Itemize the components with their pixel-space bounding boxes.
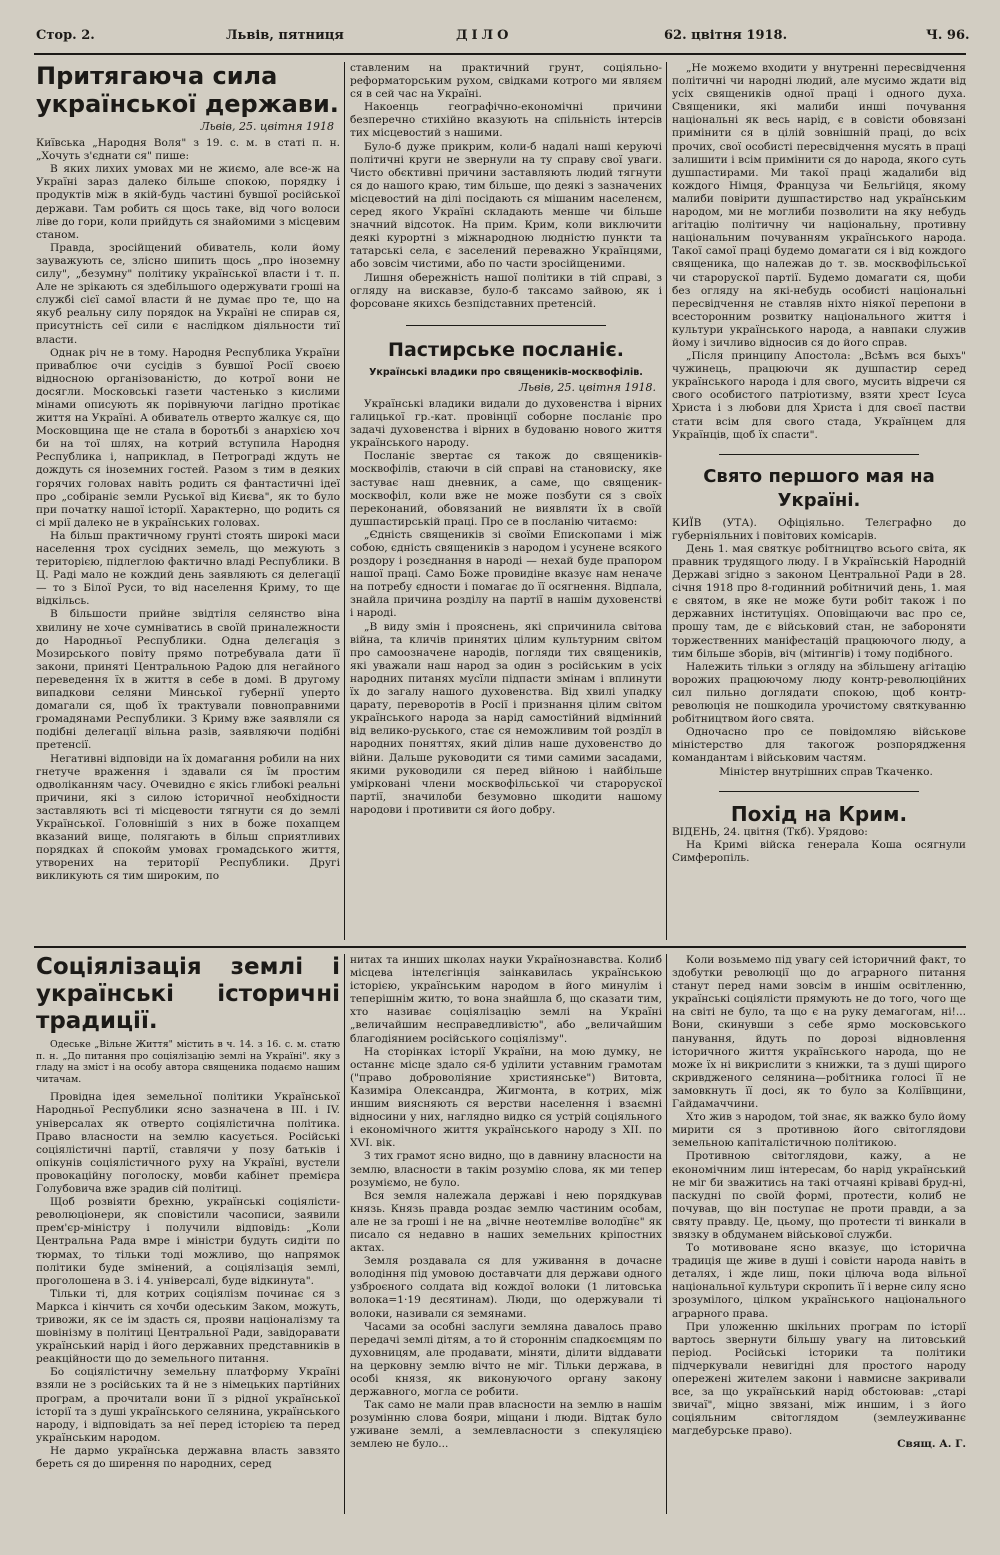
paragraph: То мотивоване ясно вказує, що історична традиція ще живе в душі і совісти народа навіть в деталях, і жде лиш, поки цілюча вода вільної національної культури скропить її і верне силу ясно зрозумілого, цілком українського національного аграрного права. (672, 1242, 966, 1320)
column-2-upper (350, 62, 662, 942)
paragraph: Однак річ не в тому. Народня Республика України приваблює очи сусідів з бувшої Росії своєю відносною організованістю, до котрої вони не досягли. Московські газети частенько з кислими мінами описують як порівнуючи лагідно протікає життя на Україні. А обиватель отверто жалкує ся, що Московщина ще не стала в боротьбі з анархією хоч би на тої шлях, на котрий вступила Народня Республика і, наприклад, в Петрограді ждуть не дождуть ся іноземних гостей. Разом з тим в деяких горячих головах навіть родить ся фантастичні ідеї про „собіраніє земли Руської від Києва", як то було при початку нашої історії. Характерно, що родить ся сі мрії далеко не в українських головах. (36, 346, 340, 529)
paragraph: Часами за особні заслуги земляна давалось право передачі землі дітям, а то й стороннім спадкоємцям по духовницям, але продавати, міняти, ділити віддавати на церковну землю вічто не міг. Тільки держава, в особі князя, як виконуючого органу закону державного, могла се робити. (350, 1320, 662, 1399)
masthead-issue: Ч. 96. (926, 28, 970, 43)
paragraph: „Єдність священиків зі своїми Епископами і між собою, єдність священиків з народом і усунене всякого роздору і розєднання в народі — нехай буде прапором нашої праці. Само Боже провидіне вказує нам неначе на потребу єдности і помагає до її осягнення. Відпала, знайла причина розділу на партії в нашім духовенстві і народі. (350, 528, 662, 620)
paragraph: Коли возьмемо під увагу сей історичний факт, то здобутки революції що до аграрного питання станут перед нами зовсім в иншім освітленню, українські соціялісти прямують не до того, чого ще на світі не було, та що є на руку демагогам, ні!... Вони, скинувши з себе ярмо московського панування, йдуть по дорозі відновлення історичного життя українського народа, що не може їх ні викрислити з книжки, та з душі щирого скривдженого селянина—робітника голосі її не замовкнуть її досі, як то було за Коліївщини, Гайдамаччини. (672, 954, 966, 1111)
paragraph: нитах та инших школах науки Українознавства. Колиб місцева інтелєгінція заінкавилась українською історією, українським народом в його минулім і теперішнім житю, то вона знайшла б, що сказати тим, хто називає соціялізацію землі на Україні „величайшим несправедливістю", або „величайшим благодіянием російського соціялізму". (350, 954, 662, 1045)
article-title: Притягаюча сила української держави. (36, 62, 339, 118)
paragraph: Належить тільки з огляду на збільшену агітацію ворожих працюючому люду контр-революційних сил пильно доглядати спокою, щоб контр-революція не пошкодила урочистому святкуванню робітництвом його свята. (672, 660, 966, 726)
article-title: Пастирське посланіє. (388, 338, 624, 361)
paragraph: Противною світоглядови, кажу, а не економічним лиш інтересам, бо нарід український не міг би зважитись на такі отчаяні кріваві бруд-ні, паскудні по своїй формі, протести, колиб не почував, що він поступає не проти правди, а за святу правду. Це, цьому, що протести ті винкали в звязку в обдуманем військової служби. (672, 1150, 966, 1241)
column-rule (344, 62, 345, 940)
paragraph: Українські владики видали до духовенства і вірних галицької гр.-кат. провінції соборне посланіє про задачі духовенства і вірних в будованю нового життя українського народу. (350, 397, 662, 450)
masthead-date: 62. цвітня 1918. (664, 28, 788, 43)
paragraph: ВІДЕНЬ, 24. цвітня (Ткб). Урядово: (672, 825, 868, 838)
paragraph: Негативні відповіди на їх домагання робили на них гнетуче враження і здавали ся їм простим одволіканням часу. Очевидно є якісь глибокі реальні причини, які з силою історичної необхідности заставляють всі ті місцевости тягнути ся до землі Української. Головнішій з них в боже похапцем вказаний вище, полягають в більш сприятливих порядках й спокойм умовах громадського життя, утворених на території Республики. Другі викликують ся тим широким, по (36, 752, 340, 883)
paragraph: З тих грамот ясно видно, що в давнину власности на землю, власности в такім розумію слова, як ми тепер розуміємо, не було. (350, 1150, 662, 1189)
paragraph: Тільки ті, для котрих соціялізм починає ся з Маркса і кінчить ся хочби одеським Заком, можуть, тривожи, як се ім здасть ся, прояви націоналізму та шовінізму в політиці Центральної Ради, завідоравати український нарід і його державних представників в реакційности що до земельного питання. (36, 1287, 340, 1366)
paragraph: Щоб розвіяти брехню, українські соціялісти-революціонери, як сповістили часописи, заявили прем'єр-міністру і получили відповідь: „Коли Центральна Рада вмре і міністри будуть сидіти по тюрмах, то тільки тоді можливо, що напрямок політики буде змінений, а соціялізація землі, проголошена в 3. і 4. універсалі, буде відкинута". (36, 1196, 340, 1287)
paragraph: В яких лихих умовах ми не жиємо, але все-ж на Україні зараз далеко більше спокою, порядку і продуктів між в якій-будь частині бувшої російської держави. Там робить ся щось таке, від чого волоси ліве до гори, коли прийдуть ся знайомими з місцевим станом. (36, 163, 340, 241)
column-2-lower (350, 954, 662, 1514)
paragraph: Вся земля належала державі і нею порядкував князь. Князь правда роздає землю частиним особам, але не за гроші і не на „вічне неотемліве володїнє" як писало ся недавно в наших земельних кріпостних актах. (350, 1189, 662, 1255)
column-1-upper (36, 62, 340, 942)
section-rule (719, 454, 919, 455)
masthead-paper-name: ДІЛО (456, 28, 513, 43)
section-rule (719, 791, 919, 792)
paragraph: На Кримі війска генерала Коша осягнули Симферопіль. (672, 838, 966, 864)
paragraph: Хто жив з народом, той знає, як важко було йому мирити ся з противною його світоглядови земельною капіталістичною політикою. (672, 1111, 966, 1150)
column-rule (666, 954, 667, 1514)
paragraph: День 1. мая святкує робітництво всього світа, як правник трудящого люду. І в Українській Народній Державі згідно з законом Центральної Ради в 28. січня 1918 про 8-годинний робітничий день, 1. мая є святом, в яке не може бути робіт також і по державних інституціях. Оповіщаючи вас про се, прошу там, де є військовий стан, не забороняти торжественних маніфестацій працюючого люду, а тим більше зборів, віч (мітингів) і тому подібного. (672, 542, 966, 660)
column-1-lower (36, 954, 340, 1514)
column-rule (666, 62, 667, 940)
paragraph: Київська „Народня Воля" з 19. с. м. в статі п. н. „Хочуть з'єднати ся" пише: (36, 137, 340, 163)
paragraph: Земля роздавала ся для уживання в дочасне володіння під умовою доставчати для держави одного узброєного солдата від кождої волоки (1 литовська волока=1·19 десятинам). Люди, що одержували ті волоки, називали ся земянами. (350, 1255, 662, 1320)
signature: Міністер внутрішних справ Ткаченко. (719, 765, 933, 778)
paragraph: КИЇВ (УТА). Офіціяльно. Телєграфно до губерніяльних і повітових комісарів. (672, 516, 966, 542)
paragraph: На більш практичному грунті стоять широкі маси населення трох сусідних земель, що межують з територією, підлеглою фактично владі Республики. В Ц. Раді мало не кождий день заявляють ся делегації — то з Білої Руси, то від населення Криму, то ще відкільсь. (36, 529, 340, 608)
article-subtitle: Українські владики про священиків-москвофілів. (369, 366, 643, 378)
paragraph: В більшости прийне звідтіля селянство віна хвилину не хоче сумніватись в своїй приналежности до Народньої Республики. Одна делєгація з Мозирського повіту прямо потребувала дати її закони, приняті Центральною Радою для негайного переведення їх в життя в себе в домі. В другому випадкови селяни Минської губернії уперто домагали ся, щоб їх трактували повноправними громадянами Республики. З Криму вже заявляли ся подібні делегації вільна разів, заявляючи подібні претенсії. (36, 608, 340, 752)
paragraph: Не дармо українська державна власть завзято береть ся до ширення по народних, серед (36, 1444, 340, 1470)
article-dateline: Львів, 25. цвітня 1918. (518, 380, 656, 394)
paragraph: Посланіє звертає ся також до священиків-москвофілів, стаючи в сій справі на становиску, яке застуває наш дневник, а саме, що священик-москвофіл, коли вже не може позбути ся з своїх переконаний, обовязаний не виявляти їх в своїй душпастирській праці. Про се в посланію читаємо: (350, 450, 662, 528)
paragraph: „В виду змін і прояснень, які спричинила світова війна, та кличів принятих цілим культурним світом про самоозначене народів, погляди тих священиків, які уважали наш народ за один з російським в усіх народних питанях мусїли підпасти змінам і вплинути їх до загалу нашого духовенства. Від хвилі упадку царату, переворотів в Росії і признання цілим світом українського народа за нарід самостійний відмінний від велико-руського, стає ся неможливим той роздїл в народних поняттях, який ділив наше духовенство до війни. Дальше руководити ся тими самими засадами, якими руководили ся перед війною і найбільше умірковані члени москвофільської чи старорускої партії, значилоби безумовно шкодити нашому народови і противити ся його добру. (350, 620, 662, 816)
paragraph: Лишня обережність нашої політики в тій справі, з огляду на вискавзе, було-б таксамо зайвою, як і форсоване якихсь безпідставних претенсій. (350, 271, 662, 310)
article-title: Свято першого мая на Україні. (703, 465, 935, 511)
article-dateline: Львів, 25. цвітня 1918 (200, 120, 334, 133)
paragraph: Так само не мали прав власности на землю в нашім розумінню слова бояри, міщани і люди. Відтак було уживане землі, а землевласности з спекуляцією землею не було... (350, 1399, 662, 1451)
paragraph: Правда, зросійщений обиватель, коли йому зауважують се, злісно шипить щось „про іноземну силу", „безумну" політику української власти і т. п. Але не зрікають ся здебільшого одержувати гроші на службі сієї самої власти й не думає про те, що на якуб реальну силу порядок на Україні не спирав ся, присутність сеї сили є наслідком діяльности тиї власти. (36, 241, 340, 346)
paragraph: На сторінках історії України, на мою думку, не останнє місце здало ся-б уділити уставним грамотам ("право доброволіяние християнське") Витовта, Казиміра Олександра, Жигмонта, в котрих, між иншим виясняють ся верстви населення і взаємні відносини у них, наглядно видко ся устрій соціяльного і економічного життя українського народу з ХІІ. по XVI. вік. (350, 1045, 662, 1150)
paragraph: Провідна ідея земельної політики Української Народньої Республики ясно зазначена в ІІІ. і IV. універсалах як отверто соціялістична політика. Право власности на землю касується. Російські соціялістичні партії, ставлячи у позу батьків і опікунів соціялістичного руху на Україні, вустели провокаційну поголоску, мовби кабінет премієра Голубовича вже зрадив сій політиці. (36, 1091, 340, 1196)
paragraph: Було-б дуже прикрим, коли-б надалі наші керуючі політичні круги не звернули на ту справу свої уваги. Чисто обєктивні причини заставляють людий тягнути ся до нашого краю, тим більше, що деякі з зазначених місцевостий на ділі посідають ся мішаним населенєм, серед якого Україні складають менше чи більше значний відсоток. На прим. Крим, коли виключити деякі курортні з міжнародною людністю пункти та татарські села, є заселений переважно Українцями, або зовсім чистими, або по части зросійщеними. (350, 140, 662, 271)
paragraph: При уложенню шкільних програм по історії вартось звернути більшу увагу на литовський період. Російські історики та політики підчеркували невигідні для простого народу опережені жителем закони і навмисне закривали все, за що український нарід обстоював: „старі звичаї", міцно звязані, між иншим, і з його соціяльним світоглядом (землеуживаннє магдебурське право). (672, 1320, 966, 1438)
section-divider (34, 946, 966, 948)
paragraph: „Після принципу Апостола: „Всѣмъ вся быхъ" чужинець, працюючи як душпастир серед українського народа і для свого, мусить відречи ся свого особистого патріотизму, взяти хрест Ісуса Христа і з любови для Христа і для своєї пастви стати всім для свого стада, Українцем для Українців, щоб їх спасти". (672, 350, 966, 441)
column-rule (344, 954, 345, 1514)
column-3-upper (672, 62, 966, 942)
masthead-rule (34, 53, 966, 55)
section-rule (406, 325, 606, 326)
masthead-page-number: Стор. 2. (36, 28, 95, 43)
article-title: Похід на Крим. (730, 801, 908, 826)
paragraph: ставленим на практичний грунт, соціяльно-реформаторським рухом, свідками котрого ми являєм ся в сей час на Україні. (350, 62, 662, 101)
paragraph: Накоенць географічно-економічні причини безперечно стихійно вказують на спільність інтерсів тих місцевостий з нашими. (350, 101, 662, 140)
article-title: Соціялізація землі і українські історичні традиції. (36, 954, 340, 1034)
column-3-lower (672, 954, 966, 1514)
author-signature: Свящ. А. Г. (897, 1438, 966, 1451)
paragraph: Одночасно про се повідомляю військове міністерство для такогож розпорядження командантам і військовим частям. (672, 726, 966, 765)
masthead (36, 28, 970, 50)
paragraph: Бо соціялістичну земельну платформу Україні взяли не з російських та й не з німецьких партійних програм, а прочитали вони її з рідної української історії та з душі українського селянина, українського народу, і відповідать за неї перед історією та перед українським народом. (36, 1366, 340, 1444)
paragraph: „Не можемо входити у внутренні пересвідчення політичні чи народні людий, але мусимо ждати від усіх священиків одної праці і одного духа. Священики, які малиби инші почування національні як весь нарід, є в совісти обовязані примінити ся в цілій зовнішній праці, до всіх прочих, свої особисті пересвідчення мусять в праці залишити і всім примінити ся до народа, якого суть душпастирами. Ми такої праці жадалиби від кождого Німця, Француза чи Бельгійця, якому малиби повірити душпастирство над українським народом, ми не моглиби позволити на яку небудь агітацію політичну чи національну, противну національним почуванням українського народа. Такої самої праці будемо домагати ся і від кождого священика, що належав до т. зв. москвофільської чи старорускої партії. Будемо домагати ся, щоби без огляду на які-небудь особисті національні пересвідчення не ставляв ніхто ніякої перепони в всесторонним розвитку національного життя і культури українського народа, а навпаки служив йому і зичливо відносив ся до його справ. (672, 62, 966, 349)
article-intro: Одеське „Вільне Життя" містить в ч. 14. з 16. с. м. статю п. н. „До питання про соціялізацію землі на Україні". яку з гладу на зміст і на особу автора священика подаємо нашим читачам. (36, 1039, 340, 1085)
masthead-place-day: Львів, пятниця (226, 28, 344, 43)
